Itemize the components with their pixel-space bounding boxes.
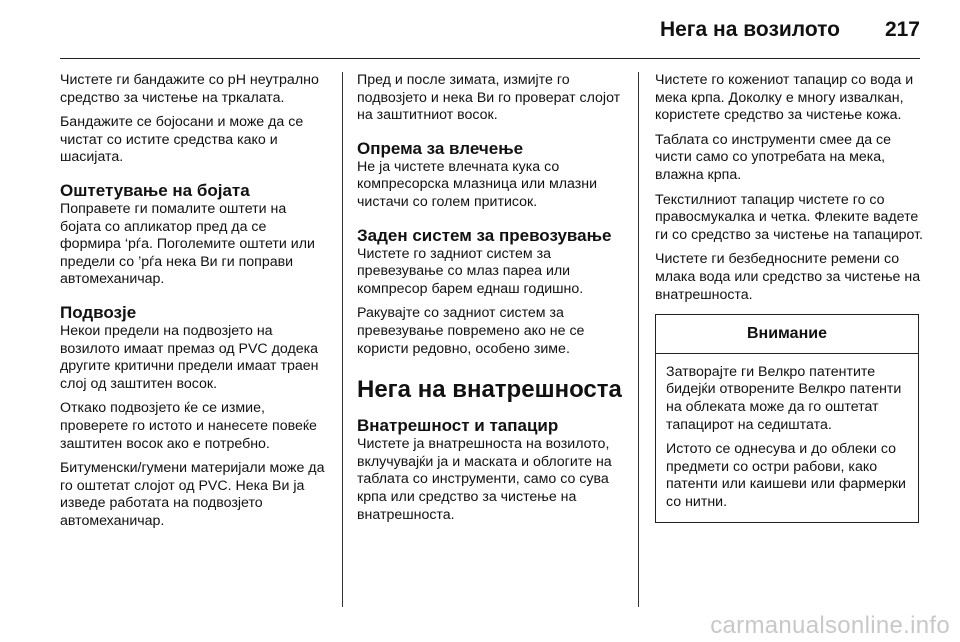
paragraph: Некои предели на подвозјето на возилото имаат премаз од PVC додека другите критични предели имаат траен слој од заштитен восок.: [60, 322, 319, 392]
page-header: [60, 0, 920, 59]
paragraph: Чистете го задниот систем за превезување со млаз пареа или компресор барем еднаш годишно.: [357, 245, 584, 297]
caution-title: Внимание: [656, 315, 918, 354]
caution-body: [656, 354, 918, 523]
paragraph: Таблата со инструменти смее да се чисти само со употребата на мека, влажна крпа.: [655, 131, 892, 183]
column-divider: [342, 72, 343, 607]
paragraph: Истото се однесува и до облеки со предмети со остри рабови, како патенти или каишеви или фармерки со нитни.: [666, 441, 906, 510]
paragraph: Откако подвозјето ќе се измие, проверете го истото и нанесете повеќе заштитен восок ако е потребно.: [60, 400, 317, 452]
paragraph: Битуменски/гумени материјали може да го оштетат слојот од PVC. Нека Ви ја изведе работата на подвозјето автомеханичар.: [60, 460, 325, 529]
section-heading-interior-upholstery: Внатрешност и тапацир: [357, 416, 559, 436]
paragraph: Бандажите се бојосани и може да се чистат со истите средства како и шасијата.: [60, 114, 304, 166]
section-heading-towing: Опрема за влечење: [357, 138, 524, 158]
paragraph: Текстилниот тапацир чистете го со правосмукалка и четка. Флеките вадете ги со средство за чистење на тапацирот.: [655, 191, 923, 243]
page-number: 217: [884, 18, 920, 41]
column-divider: [638, 72, 639, 607]
paragraph: Чистете ја внатрешноста на возилото, вклучувајќи ја и маската и облогите на таблата со инструменти, само со сува крпа или средство за чистење на внатрешноста.: [357, 436, 612, 523]
page-title: Нега на возилото: [659, 18, 840, 41]
paragraph: Чистете ги бандажите со pH неутрално средство за чистење на тркалата.: [60, 72, 319, 106]
paragraph: Затворајте ги Велкро патентите бидејќи отворените Велкро патенти на облеката може да го оштетат тапацирот на седиштата.: [666, 363, 902, 433]
section-heading-paint-damage: Оштетување на бојата: [60, 180, 250, 200]
paragraph: Не ја чистете влечната кука со компресорска млазница или млазни чистачи со голем притисок.: [357, 158, 598, 210]
section-heading-rear-carrier: Заден систем за превозување: [357, 225, 612, 245]
paragraph: Чистете ги безбедносните ремени со млака вода или средство за чистење на внатрешноста.: [655, 251, 921, 303]
caution-box: [655, 314, 919, 523]
paragraph: Поправете ги помалите оштети на бојата со апликатор пред да се формира ‘рѓа. Поголемите оштети или предели со ’рѓа нека Ви ги поправи автомеханичар.: [60, 200, 315, 288]
paragraph: Пред и после зимата, измијте го подвозјето и нека Ви го проверат слојот на заштитниот восок.: [357, 72, 621, 124]
paragraph: Чистете го кожениот тапацир со вода и мека крпа. Доколку е многу извалкан, користете средство за чистење кожа.: [655, 72, 914, 124]
section-heading-underbody: Подвозје: [60, 302, 137, 322]
column-1: [60, 72, 328, 537]
watermark: carmanualsonline.info: [710, 612, 950, 639]
chapter-heading-interior-care: Нега на внатрешноста: [357, 376, 622, 404]
column-3: [655, 72, 923, 523]
paragraph: Ракувајте со задниот систем за превезување повремено ако не се користи редовно, особено зиме.: [357, 305, 585, 357]
column-2: [357, 72, 625, 531]
